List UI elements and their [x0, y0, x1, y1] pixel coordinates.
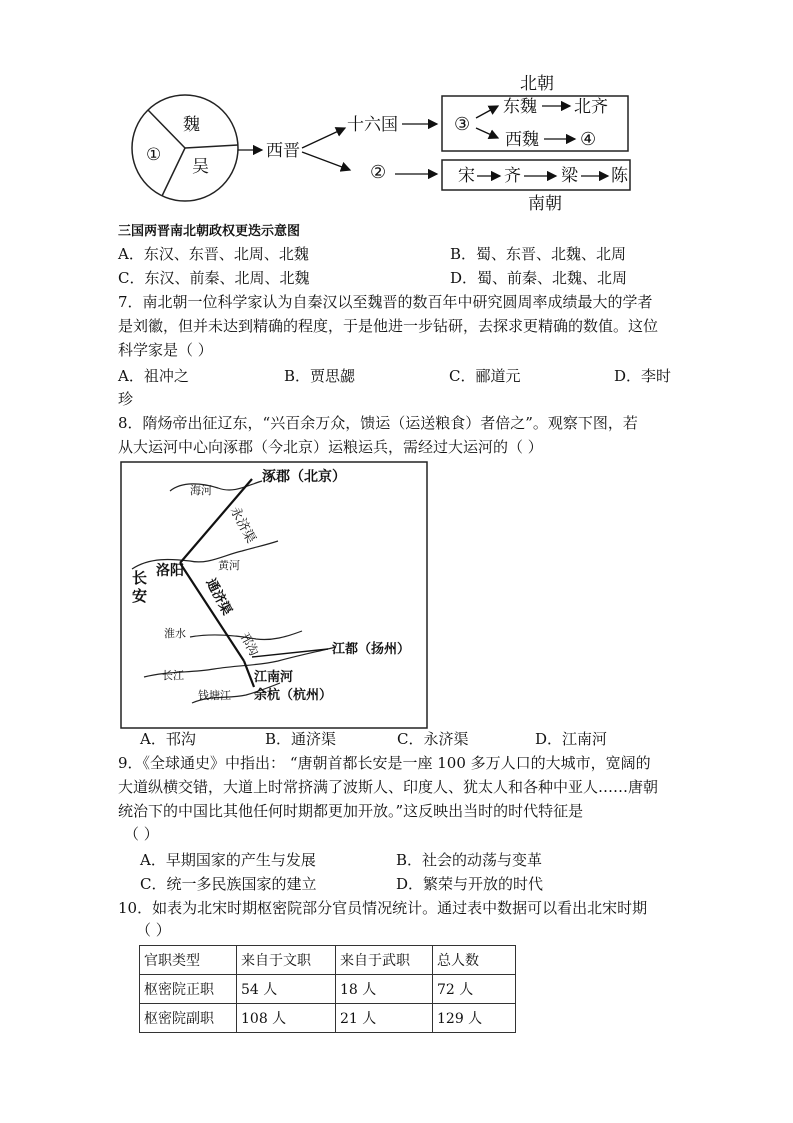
huaishui-label: 淮水 — [164, 627, 186, 640]
table-header-row — [140, 946, 516, 975]
huanghe-label: 黄河 — [218, 559, 240, 572]
q7-option-a: A．祖冲之 — [118, 367, 189, 385]
beiqi-label: 北齐 — [574, 97, 608, 117]
q9-option-a: A．早期国家的产生与发展 — [140, 851, 316, 869]
blank-2-label: ② — [370, 162, 387, 183]
q7-option-b: B．贾思勰 — [284, 367, 356, 385]
table-cell: 枢密院副职 — [140, 1004, 237, 1033]
table-cell: 18 人 — [336, 975, 433, 1004]
table-header-cell: 官职类型 — [140, 946, 237, 975]
grand-canal-map — [120, 461, 428, 729]
regime-succession-diagram — [0, 0, 793, 215]
q8-stem-line-1: 8．隋炀帝出征辽东，“兴百余万众，馈运（运送粮食）者倍之”。观察下图，若 — [118, 414, 638, 432]
table-cell: 21 人 — [336, 1004, 433, 1033]
haihe-label: 海河 — [190, 484, 212, 497]
table-row — [140, 1004, 516, 1033]
q8-stem-line-2: 从大运河中心向涿郡（今北京）运粮运兵，需经过大运河的（ ） — [118, 438, 543, 456]
xijin-label: 西晋 — [266, 141, 300, 161]
q6-option-c: C．东汉、前秦、北周、北魏 — [118, 269, 310, 287]
q9-stem-line-2: 大道纵横交错，大道上时常挤满了波斯人、印度人、犹太人和各种中亚人……唐朝 — [118, 778, 659, 796]
luoyang-label: 洛阳 — [156, 563, 184, 579]
table-cell: 54 人 — [237, 975, 336, 1004]
blank-3-label: ③ — [454, 114, 471, 135]
north-dynasty-label: 北朝 — [520, 74, 554, 94]
q9-stem-line-1: 9．《全球通史》中指出： “唐朝首都长安是一座 100 多万人口的大城市，宽阔的 — [118, 754, 651, 772]
table-row — [140, 975, 516, 1004]
q8-option-a: A．邗沟 — [140, 730, 196, 748]
changjiang-label: 长江 — [162, 669, 184, 682]
q7-option-d-wrap: 珍 — [118, 390, 134, 408]
yuhang-label: 余杭（杭州） — [254, 688, 333, 703]
xiwei-label: 西魏 — [505, 130, 539, 150]
jiangnanhe-label: 江南河 — [254, 670, 294, 685]
q10-stem-line-2: （ ） — [136, 921, 171, 939]
q9-stem-line-4: （ ） — [124, 825, 159, 843]
q6-option-a: A．东汉、东晋、北周、北魏 — [118, 245, 309, 263]
jiangdu-label: 江都（扬州） — [332, 642, 411, 657]
yongjiqu-label: 永济渠 — [226, 504, 259, 546]
south-dynasty-label: 南朝 — [528, 194, 562, 214]
wu-label: 吴 — [192, 157, 209, 177]
table-cell: 129 人 — [433, 1004, 516, 1033]
table-cell: 108 人 — [237, 1004, 336, 1033]
q8-option-c: C．永济渠 — [397, 730, 469, 748]
q7-stem-line-2: 是刘徽，但并未达到精确的程度，于是他进一步钻研，去探求更精确的数值。这位 — [118, 317, 659, 335]
hangou-label: 邗沟 — [237, 630, 262, 659]
shiliuguo-label: 十六国 — [347, 115, 398, 135]
q9-option-b: B．社会的动荡与变革 — [396, 851, 543, 869]
table-cell: 72 人 — [433, 975, 516, 1004]
officials-table — [139, 945, 516, 1033]
chen-label: 陈 — [611, 166, 628, 186]
q7-stem-line-3: 科学家是（ ） — [118, 341, 213, 359]
q7-stem-line-1: 7．南北朝一位科学家认为自秦汉以至魏晋的数百年中研究圆周率成绩最大的学者 — [118, 293, 653, 311]
q8-option-b: B．通济渠 — [265, 730, 337, 748]
table-header-cell: 来自于文职 — [237, 946, 336, 975]
table-header-cell: 总人数 — [433, 946, 516, 975]
qiantangjiang-label: 钱塘江 — [198, 689, 231, 702]
dongwei-label: 东魏 — [503, 97, 537, 117]
changan-label-2: 安 — [132, 587, 148, 605]
q7-option-d: D．李时 — [614, 367, 672, 385]
blank-4-label: ④ — [580, 129, 597, 150]
q6-option-b: B．蜀、东晋、北魏、北周 — [450, 245, 627, 263]
song-label: 宋 — [458, 166, 475, 186]
q9-option-d: D．繁荣与开放的时代 — [396, 875, 544, 893]
tongjiqu-label: 通济渠 — [202, 576, 235, 618]
table-cell: 枢密院正职 — [140, 975, 237, 1004]
q6-option-d: D．蜀、前秦、北魏、北周 — [450, 269, 628, 287]
q8-option-d: D．江南河 — [535, 730, 608, 748]
q9-option-c: C．统一多民族国家的建立 — [140, 875, 317, 893]
blank-1-label: ① — [146, 145, 162, 165]
liang-label: 梁 — [561, 166, 578, 186]
q9-stem-line-3: 统治下的中国比其他任何时期都更加开放。”这反映出当时的时代特征是 — [118, 802, 584, 820]
diagram-caption: 三国两晋南北朝政权更迭示意图 — [118, 224, 301, 239]
changan-label-1: 长 — [132, 569, 148, 587]
q7-option-c: C．郦道元 — [449, 367, 521, 385]
zhuojun-label: 涿郡（北京） — [262, 469, 346, 485]
qi-label: 齐 — [504, 166, 521, 186]
wei-label: 魏 — [183, 115, 200, 135]
table-header-cell: 来自于武职 — [336, 946, 433, 975]
q10-stem-line-1: 10．如表为北宋时期枢密院部分官员情况统计。通过表中数据可以看出北宋时期 — [118, 899, 648, 917]
